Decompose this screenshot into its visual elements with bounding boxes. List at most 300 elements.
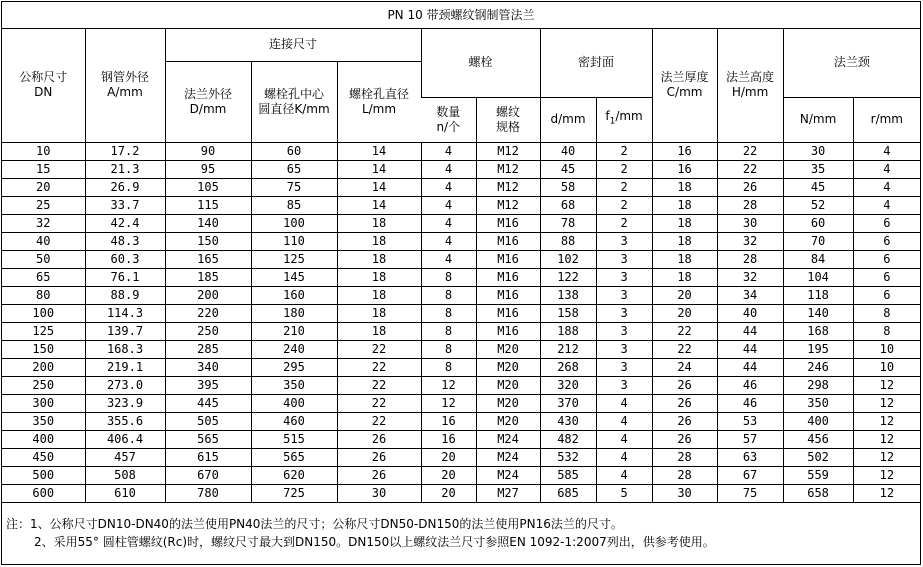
table-cell: 44 [717,358,783,376]
table-cell: 102 [540,250,596,268]
table-cell: 180 [251,304,337,322]
table-cell: 565 [165,430,251,448]
table-cell: M20 [476,340,540,358]
table-cell: 150 [2,340,85,358]
table-cell: 2 [596,160,652,178]
table-cell: 12 [853,412,920,430]
table-cell: 18 [337,250,421,268]
table-cell: 298 [783,376,853,394]
table-cell: M20 [476,358,540,376]
table-cell: 20 [652,286,717,304]
table-cell: M27 [476,484,540,502]
table-cell: 32 [2,214,85,232]
table-cell: 18 [652,214,717,232]
table-cell: 2 [596,214,652,232]
table-cell: 20 [2,178,85,196]
table-row [2,268,920,286]
table-cell: 100 [251,214,337,232]
header-seal-f1: $f_1/mm$ [596,97,652,142]
table-cell: 615 [165,448,251,466]
table-cell: 14 [337,196,421,214]
header-flange-height: 法兰高度 H/mm [717,29,783,142]
table-cell: 26.9 [85,178,165,196]
table-cell: 430 [540,412,596,430]
table-cell: 75 [251,178,337,196]
table-header [2,29,920,142]
table-cell: 268 [540,358,596,376]
table-cell: 565 [251,448,337,466]
table-row [2,304,920,322]
table-cell: 445 [165,394,251,412]
table-row [2,196,920,214]
table-cell: 28 [717,196,783,214]
table-cell: M12 [476,160,540,178]
table-cell: 12 [853,448,920,466]
table-cell: M12 [476,142,540,160]
table-row [2,232,920,250]
table-cell: 16 [652,160,717,178]
table-cell: 26 [652,394,717,412]
table-cell: 14 [337,178,421,196]
table-cell: 22 [337,412,421,430]
table-cell: 195 [783,340,853,358]
table-cell: 53 [717,412,783,430]
table-cell: 482 [540,430,596,448]
table-cell: 76.1 [85,268,165,286]
table-cell: M16 [476,322,540,340]
table-cell: 32 [717,232,783,250]
table-cell: 65 [2,268,85,286]
header-connect-group: 连接尺寸 [165,29,421,61]
table-cell: 340 [165,358,251,376]
table-cell: 4 [421,196,476,214]
table-cell: 3 [596,232,652,250]
table-row [2,142,920,160]
table-cell: 50 [2,250,85,268]
table-cell: 456 [783,430,853,448]
table-cell: 25 [2,196,85,214]
table-cell: 52 [783,196,853,214]
table-cell: 250 [2,376,85,394]
table-cell: 18 [337,214,421,232]
table-cell: 110 [251,232,337,250]
table-cell: 3 [596,250,652,268]
table-cell: 300 [2,394,85,412]
table-cell: 658 [783,484,853,502]
header-bolt-count: 数量 n/个 [421,97,476,142]
table-cell: 78 [540,214,596,232]
table-cell: 160 [251,286,337,304]
table-cell: 168 [783,322,853,340]
table-row [2,376,920,394]
table-cell: 200 [2,358,85,376]
table-cell: 246 [783,358,853,376]
table-cell: 4 [421,178,476,196]
table-cell: 125 [251,250,337,268]
table-cell: 4 [853,196,920,214]
table-row [2,484,920,502]
header-thread-spec: 螺纹 规格 [476,97,540,142]
header-bolt-circle: 螺栓孔中心 圆直径K/mm [251,61,337,142]
table-cell: 150 [165,232,251,250]
table-cell: 165 [165,250,251,268]
table-cell: 22 [337,358,421,376]
table-cell: 70 [783,232,853,250]
table-cell: 295 [251,358,337,376]
table-row [2,466,920,484]
table-cell: 88.9 [85,286,165,304]
table-cell: 8 [421,340,476,358]
table-cell: 210 [251,322,337,340]
table-cell: 26 [717,178,783,196]
table-cell: 18 [652,232,717,250]
table-cell: 24 [652,358,717,376]
table-cell: 5 [596,484,652,502]
table-cell: 48.3 [85,232,165,250]
table-cell: 20 [421,466,476,484]
table-cell: 84 [783,250,853,268]
table-cell: 18 [337,232,421,250]
table-cell: M16 [476,232,540,250]
table-cell: 18 [337,286,421,304]
table-cell: 26 [652,430,717,448]
table-cell: M16 [476,304,540,322]
notes [6,515,715,551]
table-cell: 14 [337,142,421,160]
table-cell: 18 [337,322,421,340]
table-cell: 285 [165,340,251,358]
table-cell: M20 [476,412,540,430]
table-cell: M12 [476,196,540,214]
header-neck-n: N/mm [783,97,853,142]
table-cell: 4 [853,178,920,196]
table-cell: 3 [596,286,652,304]
table-cell: 600 [2,484,85,502]
table-cell: 145 [251,268,337,286]
table-cell: 45 [783,178,853,196]
table-cell: 6 [853,214,920,232]
table-row [2,286,920,304]
table-cell: 188 [540,322,596,340]
note-1: 注：1、公称尺寸DN10-DN40的法兰使用PN40法兰的尺寸；公称尺寸DN50-DN150的法兰使用PN16法兰的尺寸。 [6,517,623,531]
table-cell: 355.6 [85,412,165,430]
table-cell: 3 [596,268,652,286]
table-cell: 140 [165,214,251,232]
table-cell: 620 [251,466,337,484]
table-cell: 4 [853,160,920,178]
table-cell: 400 [2,430,85,448]
header-flange-od: 法兰外径 D/mm [165,61,251,142]
header-pipe-od: 钢管外径 A/mm [85,29,165,142]
table-cell: 16 [652,142,717,160]
table-cell: 22 [652,340,717,358]
table-row [2,412,920,430]
note-2: 2、采用55° 圆柱管螺纹(Rc)时，螺纹尺寸最大到DN150。DN150以上螺纹法兰尺寸参照EN 1092-1:2007列出，供参考使用。 [34,535,715,549]
flange-table [2,29,920,503]
table-cell: 500 [2,466,85,484]
table-body [2,142,920,502]
table-cell: 104 [783,268,853,286]
table-cell: 12 [853,466,920,484]
table-cell: 508 [85,466,165,484]
table-cell: 3 [596,304,652,322]
table-cell: 28 [717,250,783,268]
table-cell: 26 [652,376,717,394]
table-cell: 6 [853,286,920,304]
table-cell: 12 [853,376,920,394]
table-cell: 85 [251,196,337,214]
table-cell: 35 [783,160,853,178]
header-neck-group: 法兰颈 [783,29,920,97]
table-cell: M20 [476,376,540,394]
table-cell: 200 [165,286,251,304]
table-cell: 219.1 [85,358,165,376]
table-cell: 185 [165,268,251,286]
table-cell: 350 [251,376,337,394]
table-cell: 4 [421,142,476,160]
table-cell: 158 [540,304,596,322]
table-cell: 26 [337,430,421,448]
table-cell: 60 [251,142,337,160]
table-cell: 26 [652,412,717,430]
table-cell: 4 [421,214,476,232]
table-cell: 114.3 [85,304,165,322]
table-cell: 18 [652,178,717,196]
table-cell: 323.9 [85,394,165,412]
table-cell: 212 [540,340,596,358]
table-title: PN 10 带颈螺纹钢制管法兰 [2,2,920,29]
table-cell: 505 [165,412,251,430]
table-cell: 559 [783,466,853,484]
table-cell: 350 [783,394,853,412]
table-cell: M24 [476,430,540,448]
table-cell: 26 [337,466,421,484]
table-cell: 4 [853,142,920,160]
table-row [2,178,920,196]
table-cell: 22 [337,394,421,412]
table-cell: 4 [596,466,652,484]
table-cell: 33.7 [85,196,165,214]
table-cell: 12 [421,394,476,412]
table-cell: M20 [476,394,540,412]
table-cell: 10 [853,340,920,358]
table-cell: 22 [717,160,783,178]
table-cell: 2 [596,142,652,160]
table-cell: 395 [165,376,251,394]
table-cell: M24 [476,448,540,466]
table-cell: 450 [2,448,85,466]
table-cell: 75 [717,484,783,502]
table-cell: 350 [2,412,85,430]
table-cell: 138 [540,286,596,304]
table-cell: 320 [540,376,596,394]
header-dn: 公称尺寸 DN [2,29,85,142]
table-cell: 2 [596,196,652,214]
table-cell: M16 [476,214,540,232]
table-cell: 118 [783,286,853,304]
table-cell: 240 [251,340,337,358]
table-cell: 685 [540,484,596,502]
header-neck-r: r/mm [853,97,920,142]
table-cell: 139.7 [85,322,165,340]
table-cell: 3 [596,376,652,394]
table-cell: 40 [717,304,783,322]
table-cell: 670 [165,466,251,484]
table-cell: 58 [540,178,596,196]
table-cell: 780 [165,484,251,502]
table-cell: 3 [596,322,652,340]
table-cell: 400 [251,394,337,412]
header-bolt-hole: 螺栓孔直径 L/mm [337,61,421,142]
table-cell: 3 [596,340,652,358]
flange-spec-sheet [1,1,921,565]
table-cell: 18 [652,196,717,214]
table-cell: 8 [421,268,476,286]
table-cell: 16 [421,412,476,430]
table-cell: M12 [476,178,540,196]
table-cell: 8 [853,304,920,322]
table-cell: 28 [652,448,717,466]
table-cell: 115 [165,196,251,214]
table-cell: 370 [540,394,596,412]
table-cell: 460 [251,412,337,430]
table-cell: 725 [251,484,337,502]
table-cell: 46 [717,394,783,412]
table-cell: 10 [2,142,85,160]
table-cell: 44 [717,340,783,358]
table-cell: 18 [652,268,717,286]
table-cell: M16 [476,286,540,304]
table-row [2,430,920,448]
table-cell: 80 [2,286,85,304]
table-cell: 12 [853,394,920,412]
table-cell: 6 [853,250,920,268]
table-cell: 12 [853,484,920,502]
table-cell: 57 [717,430,783,448]
table-cell: 30 [717,214,783,232]
table-cell: 67 [717,466,783,484]
table-cell: 4 [421,250,476,268]
table-cell: 4 [421,160,476,178]
table-cell: 10 [853,358,920,376]
table-cell: 585 [540,466,596,484]
table-cell: 40 [2,232,85,250]
table-cell: 44 [717,322,783,340]
table-cell: 17.2 [85,142,165,160]
table-cell: 400 [783,412,853,430]
table-cell: 8 [421,322,476,340]
table-cell: 12 [853,430,920,448]
table-row [2,340,920,358]
table-cell: 46 [717,376,783,394]
table-cell: 30 [783,142,853,160]
table-cell: 515 [251,430,337,448]
table-cell: 20 [652,304,717,322]
table-cell: M24 [476,466,540,484]
table-cell: 95 [165,160,251,178]
table-cell: 100 [2,304,85,322]
table-cell: 14 [337,160,421,178]
table-cell: 4 [596,394,652,412]
table-cell: 20 [421,484,476,502]
table-cell: 90 [165,142,251,160]
table-cell: 6 [853,268,920,286]
table-cell: 22 [652,322,717,340]
table-cell: 250 [165,322,251,340]
table-row [2,322,920,340]
table-cell: 3 [596,358,652,376]
table-row [2,214,920,232]
table-cell: 4 [421,232,476,250]
table-cell: 273.0 [85,376,165,394]
table-cell: 18 [652,250,717,268]
table-cell: 20 [421,448,476,466]
table-cell: 40 [540,142,596,160]
table-cell: 42.4 [85,214,165,232]
table-cell: 68 [540,196,596,214]
table-cell: 60 [783,214,853,232]
table-cell: 28 [652,466,717,484]
table-cell: 457 [85,448,165,466]
table-cell: 8 [853,322,920,340]
table-cell: 63 [717,448,783,466]
header-seal-group: 密封面 [540,29,652,97]
table-cell: 60.3 [85,250,165,268]
table-cell: 30 [337,484,421,502]
header-bolt-group: 螺栓 [421,29,540,97]
table-row [2,448,920,466]
table-row [2,394,920,412]
table-cell: 21.3 [85,160,165,178]
table-row [2,358,920,376]
table-cell: 22 [337,376,421,394]
table-cell: 6 [853,232,920,250]
table-cell: 2 [596,178,652,196]
table-cell: 8 [421,358,476,376]
table-row [2,160,920,178]
table-cell: 532 [540,448,596,466]
table-cell: 125 [2,322,85,340]
table-cell: 8 [421,286,476,304]
table-cell: 30 [652,484,717,502]
table-cell: 18 [337,304,421,322]
table-cell: M16 [476,250,540,268]
table-cell: 140 [783,304,853,322]
table-cell: 45 [540,160,596,178]
table-cell: 22 [337,340,421,358]
header-seal-d: d/mm [540,97,596,142]
header-flange-thickness: 法兰厚度 C/mm [652,29,717,142]
table-cell: 12 [421,376,476,394]
table-cell: 4 [596,448,652,466]
table-cell: 16 [421,430,476,448]
table-cell: 8 [421,304,476,322]
table-cell: 34 [717,286,783,304]
table-cell: 168.3 [85,340,165,358]
table-cell: M16 [476,268,540,286]
table-cell: 32 [717,268,783,286]
table-cell: 88 [540,232,596,250]
table-cell: 122 [540,268,596,286]
table-cell: 105 [165,178,251,196]
table-cell: 4 [596,412,652,430]
table-cell: 220 [165,304,251,322]
table-cell: 610 [85,484,165,502]
table-cell: 502 [783,448,853,466]
table-cell: 26 [337,448,421,466]
table-row [2,250,920,268]
table-cell: 18 [337,268,421,286]
